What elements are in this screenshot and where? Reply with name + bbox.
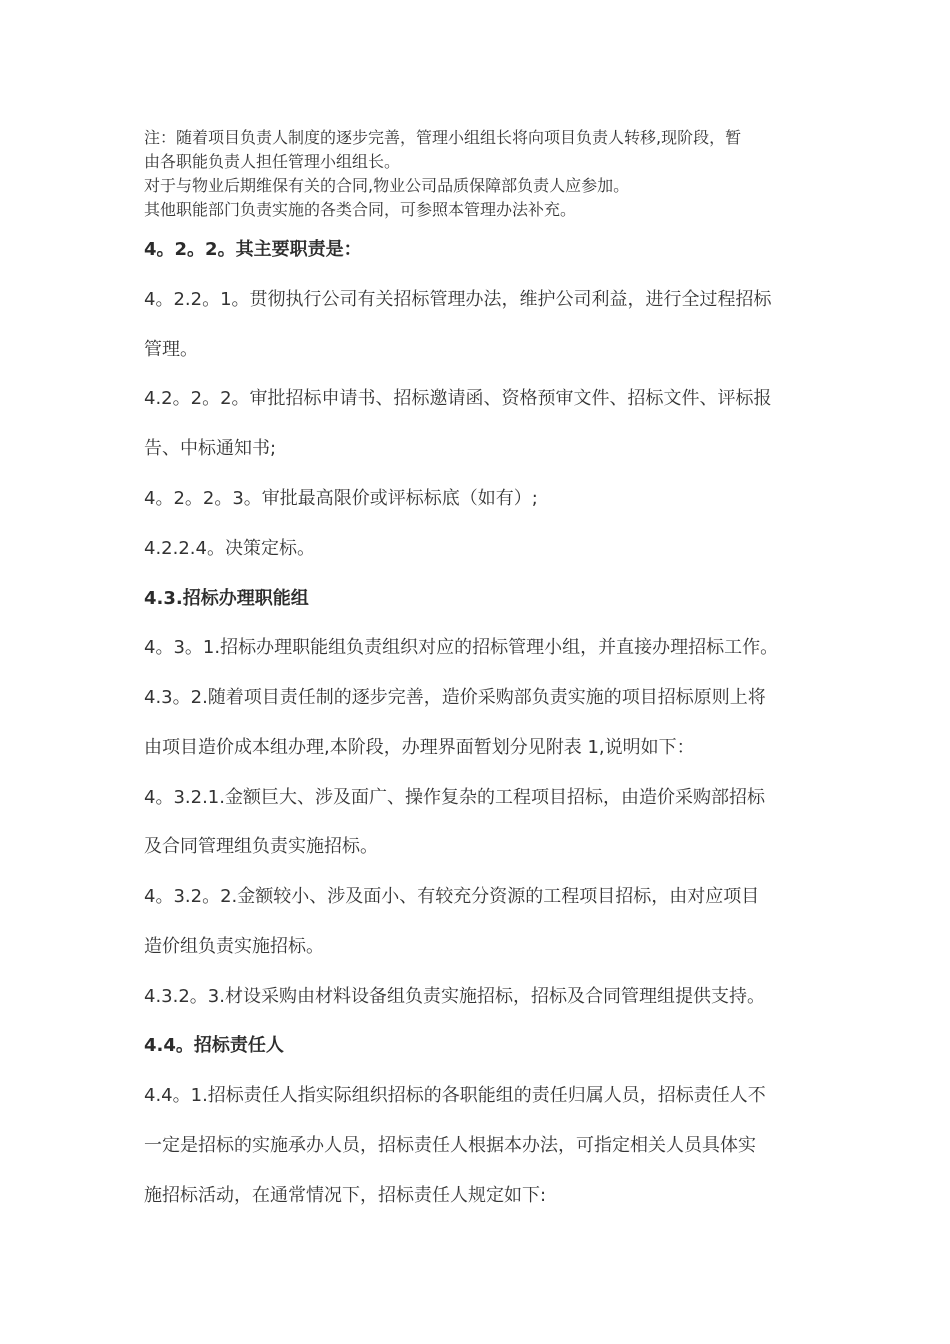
note-line-1: 注：随着项目负责人制度的逐步完善，管理小组组长将向项目负责人转移,现阶段，暂 xyxy=(144,128,742,147)
paragraph-4-2-2-1-line-2: 管理。 xyxy=(144,339,198,360)
paragraph-4-2-2-1-line-1: 4。2.2。1。贯彻执行公司有关招标管理办法，维护公司利益，进行全过程招标 xyxy=(144,289,772,310)
paragraph-4-2-2-4: 4.2.2.4。决策定标。 xyxy=(144,538,315,559)
paragraph-4-3-2-1-line-2: 及合同管理组负责实施招标。 xyxy=(144,836,378,857)
paragraph-4-3-2-line-1: 4.3。2.随着项目责任制的逐步完善，造价采购部负责实施的项目招标原则上将 xyxy=(144,687,766,708)
paragraph-4-4-1-line-3: 施招标活动，在通常情况下，招标责任人规定如下: xyxy=(144,1185,547,1206)
paragraph-4-3-2-2-line-2: 造价组负责实施招标。 xyxy=(144,936,324,957)
paragraph-4-3-2-3: 4.3.2。3.材设采购由材料设备组负责实施招标，招标及合同管理组提供支持。 xyxy=(144,986,765,1007)
note-line-4: 其他职能部门负责实施的各类合同，可参照本管理办法补充。 xyxy=(144,200,577,219)
paragraph-4-3-1: 4。3。1.招标办理职能组负责组织对应的招标管理小组，并直接办理招标工作。 xyxy=(144,637,779,658)
paragraph-4-3-2-line-2: 由项目造价成本组办理,本阶段，办理界面暂划分见附表 1,说明如下： xyxy=(144,737,695,758)
heading-4-4: 4.4。招标责任人 xyxy=(144,1035,284,1056)
paragraph-4-3-2-1-line-1: 4。3.2.1.金额巨大、涉及面广、操作复杂的工程项目招标，由造价采购部招标 xyxy=(144,787,765,808)
paragraph-4-3-2-2-line-1: 4。3.2。2.金额较小、涉及面小、有较充分资源的工程项目招标，由对应项目 xyxy=(144,886,760,907)
heading-4-2-2: 4。2。2。其主要职责是： xyxy=(144,239,362,260)
paragraph-4-2-2-3: 4。2。2。3。审批最高限价或评标标底（如有）; xyxy=(144,488,538,509)
paragraph-4-4-1-line-1: 4.4。1.招标责任人指实际组织招标的各职能组的责任归属人员，招标责任人不 xyxy=(144,1085,766,1106)
paragraph-4-4-1-line-2: 一定是招标的实施承办人员，招标责任人根据本办法，可指定相关人员具体实 xyxy=(144,1135,756,1156)
paragraph-4-2-2-2-line-2: 告、中标通知书; xyxy=(144,438,277,459)
paragraph-4-2-2-2-line-1: 4.2。2。2。审批招标申请书、招标邀请函、资格预审文件、招标文件、评标报 xyxy=(144,388,772,409)
heading-4-3: 4.3.招标办理职能组 xyxy=(144,588,309,609)
note-line-3: 对于与物业后期维保有关的合同,物业公司品质保障部负责人应参加。 xyxy=(144,176,630,195)
note-line-2: 由各职能负责人担任管理小组组长。 xyxy=(144,152,401,171)
